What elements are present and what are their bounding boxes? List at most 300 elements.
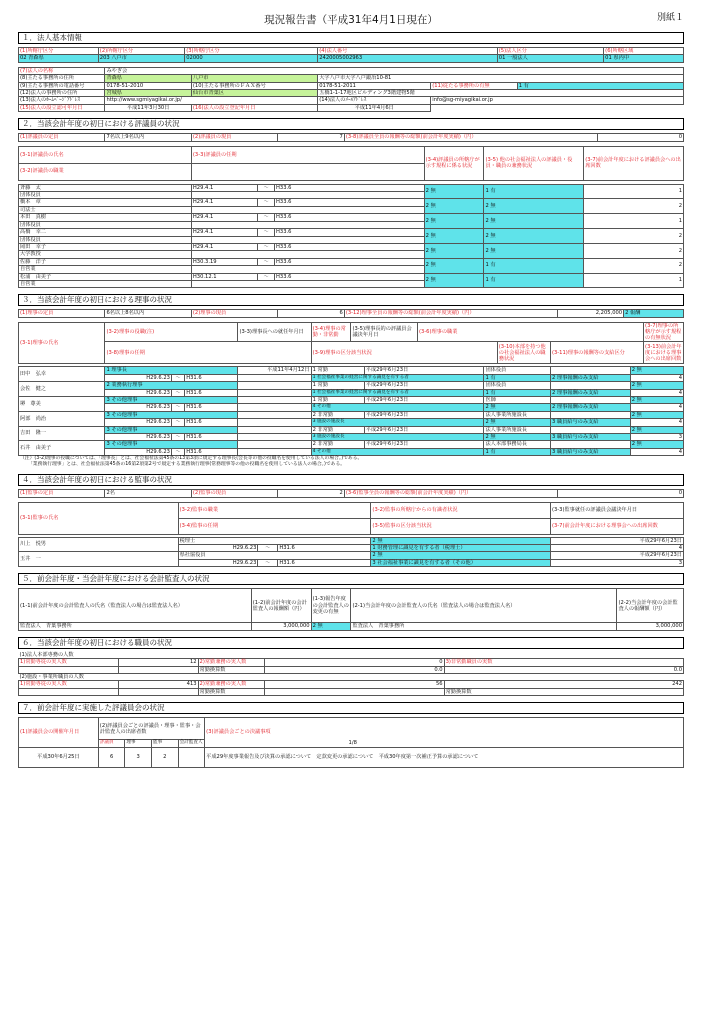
table-cell: 2 [584,199,684,214]
table-cell [238,411,311,418]
table-cell: 2 理事報酬のみ支給 [550,389,630,396]
table-cell: H29.4.1 [191,243,258,250]
value-cell: 2 [151,747,178,767]
value-cell: 平成30年6月25日 [19,747,99,767]
table-cell: 1 [584,273,684,288]
column-header: (3-3)監事就任の評議員会議決年月日 [550,502,683,518]
table-cell: 2 無 [371,537,551,544]
value-cell: 2420005002963 [318,55,498,62]
value-cell: 6 [98,747,125,767]
table-cell: H29.4.1 [191,199,258,206]
staff-block-label: (1)法人本部専務の人数 [19,651,74,658]
table-cell: H31.6 [185,419,238,426]
councillor-summary-table [18,133,684,141]
table-cell: H29.6.23 [105,389,172,396]
table-cell: H29.4.1 [191,229,258,236]
label-cell: (15)法人の設立認可年月日 [19,104,105,111]
table-cell: ～ [171,434,184,441]
table-row [19,426,684,433]
value-cell: 0.0 [444,666,683,673]
section-heading: ４．当該会計年度の初日における監事の状況 [18,474,684,486]
table-cell: 3 職員給与のみ支給 [550,448,630,455]
label-cell: (2)所轄庁区分 [98,48,184,55]
value-cell [205,739,684,767]
table-cell: 2 無 [484,434,551,441]
column-header: (3)評議員会ごとの決議事項 [205,718,684,747]
table-row [19,258,684,265]
table-cell [550,367,630,374]
table-cell: 平成29年6月23日 [364,367,484,374]
label-cell: (1)評議員の定員 [19,134,105,141]
column-header: (3-4)評議員の所轄庁が示す規程に係る状況 [424,146,484,180]
table-cell: 2 無 [424,273,484,288]
value-cell [178,747,205,767]
table-cell: 1 常勤 [311,396,364,403]
value-cell: 203 八戸市 [98,55,184,62]
table-cell: H30.3.19 [191,258,258,265]
column-header: (3-1)理事の氏名 [19,322,105,364]
label-cell: (11)従たる事務所の有無 [431,82,517,89]
table-cell: 平成29年6月23日 [550,552,683,559]
value-cell: 八戸市 [191,75,317,82]
label-cell: (12)法人の事務所の住所 [19,90,105,97]
value-cell: 2 [278,490,345,497]
label-cell: (7)法人の名称 [19,67,105,74]
table-cell: 平成29年6月23日 [550,537,683,544]
table-cell: 団体役員 [19,236,192,243]
table-cell: 吉田 隆一 [19,426,105,441]
value-cell: 242 [444,681,683,688]
label-cell: (14)法人のﾒｰﾙｱﾄﾞﾚｽ [318,97,431,104]
value-cell: 6 [278,310,345,317]
value-cell: 平成11年4月6日 [318,104,431,111]
table-cell: 2 非常勤 [311,441,364,448]
column-header: (3-4)理事の常勤・非常勤 [311,322,351,342]
value-cell: 413 [118,681,198,688]
table-cell: 4 [630,419,683,426]
label-cell: (2)理事の現員 [191,310,277,317]
table-cell: 医師 [484,396,551,403]
table-row [19,537,684,544]
director-summary-table [18,309,684,317]
table-cell: 2 無 [484,419,551,426]
column-header: 監事 [151,740,178,747]
director-note: 「業務執行理事」とは、社会福祉法第45条の16第2項第2号で規定する業務執行理事(常務理事等の他の役職名を使用している法人の場合。)である。 [28,462,346,468]
table-cell: 2 無 [371,552,551,559]
table-cell: 団体役員 [19,221,192,228]
table-cell: 4 その他 [311,448,484,455]
table-cell: 2 無 [484,404,551,411]
table-cell: 3 施設の施設長 [311,419,484,426]
value-cell: 1 有 [517,82,683,89]
table-cell: 2 無 [630,411,683,418]
column-header: (3-1)評議員の氏名 [19,146,192,163]
table-cell [238,448,311,455]
table-cell [191,280,424,287]
label-cell: (2)監事の現員 [191,490,277,497]
table-cell: 2 無 [424,199,484,214]
label-cell: 3)非常勤職員の実数 [444,659,683,666]
value-cell: 0 [597,134,683,141]
table-cell: 1 常勤 [311,382,364,389]
table-cell: 2 無 [424,243,484,258]
table-cell: 2 業務執行理事 [105,382,238,389]
table-cell: 2 無 [630,382,683,389]
table-cell [238,441,311,448]
label-cell: (3-6)監事全員の報酬等の総額(前会計年度実績)（円） [344,490,557,497]
table-cell: H29.6.23 [105,448,172,455]
label-cell: (5)法人区分 [497,48,603,55]
column-header: (3-9)理事の区分該当状況 [311,342,497,364]
value-cell: 大字八戸市大字八戸鍛冶10-81 [318,75,684,82]
table-cell [550,382,630,389]
table-row [19,382,684,389]
column-header: (3-2)監事の職業 [178,502,371,518]
table-cell: 1 理事長 [105,367,238,374]
value-cell: 02000 [185,55,318,62]
table-cell: 堺 尊美 [19,396,105,411]
value-cell: 2,205,000 [557,310,624,317]
table-cell: ～ [258,273,275,280]
staff-block-label: (2)施設・事業所職員の人数 [19,673,84,680]
label-cell: (3-12)理事全員の報酬等の総額(前会計年度実績)（円） [344,310,557,317]
table-cell: H31.6 [185,404,238,411]
table-cell: ～ [258,559,278,566]
table-cell: 大学教授 [19,251,192,258]
table-cell: ～ [258,184,275,191]
auditor-rows [18,537,684,568]
column-header: (3-3)理事長への就任年月日 [238,322,311,342]
value-cell: 7名以上9名以内 [105,134,191,141]
table-cell [238,426,311,433]
corporation-contact-table [18,67,684,112]
value-cell: 0 [557,490,683,497]
auditor-table [18,502,684,535]
column-header: (3-5) 他の社会福祉法人の評議員・役員・職員の兼務状況 [484,146,584,180]
accounting-auditor-table [18,588,684,630]
table-cell: H33.6 [275,199,425,206]
column-header: (3-4)監事の任期 [178,518,371,534]
table-cell: 平成11年4月12日 [238,367,311,374]
table-cell: H31.6 [278,559,371,566]
section-heading: １．法人基本情報 [18,32,684,44]
table-cell [191,192,424,199]
table-cell: H29.4.1 [191,184,258,191]
table-cell: 税理士 [178,537,371,544]
label-cell: 常勤換算数 [444,688,683,695]
value-cell: 2名 [105,490,191,497]
table-cell: 4 [630,389,683,396]
table-row [19,374,684,381]
basic-info-table [18,47,684,63]
table-cell: 3 施設の施設長 [311,434,484,441]
column-header: (2-1)当会計年度の会計監査人の氏名（監査法人の場合は監査法人名） [351,589,617,623]
column-header: (3-3)評議員の任期 [191,146,424,163]
section-heading: ５．前会計年度・当会計年度における会計監査人の状況 [18,573,684,585]
value-cell: 監査法人 青葉事務所 [19,623,252,630]
table-cell: 司法士 [19,206,192,213]
table-row [19,389,684,396]
table-cell [238,404,311,411]
table-cell: 2 無 [424,184,484,199]
value-cell: 3 [125,747,152,767]
value-cell: 仙台市青葉区 [191,90,317,97]
table-cell: 4 [550,545,683,552]
table-cell: 川上 悦男 [19,537,179,552]
table-row [19,404,684,411]
table-cell: 4 [630,448,683,455]
table-cell: 1 社会福祉事業の経営に関する識見を有する者 [311,374,484,381]
value-cell: 12 [118,659,198,666]
annex-label: 別紙１ [656,13,684,23]
column-header: (1-2)前会計年度の会計監査人の報酬額（円） [251,589,311,623]
section-heading: ３．当該会計年度の初日における理事の状況 [18,294,684,306]
table-cell: 平成29年6月23日 [364,396,484,403]
label-cell: (1)所轄庁区分 [19,48,99,55]
table-cell [191,266,424,273]
table-row [19,199,684,206]
table-cell: 2 無 [630,367,683,374]
column-header: (3-6)理事の職業 [417,322,643,342]
table-cell: 4 [630,404,683,411]
table-cell: 自営業 [19,266,192,273]
table-cell: ～ [171,419,184,426]
table-cell: H33.6 [275,243,425,250]
value-cell: 6名以上8名以内 [105,310,191,317]
table-cell: ～ [258,214,275,221]
label-cell: (8)主たる事務所の住所 [19,75,105,82]
table-cell: 団体役員 [19,192,192,199]
table-cell: 1 有 [484,258,584,273]
table-cell: H29.6.23 [105,434,172,441]
table-cell: 2 無 [484,214,584,229]
column-header: (1-1)前会計年度の会計監査人の氏名（監査法人の場合は監査法人名） [19,589,252,623]
table-cell: 2 無 [484,199,584,214]
table-cell: 2 無 [424,214,484,229]
table-cell: 平成29年6月23日 [364,411,484,418]
table-cell: 2 無 [484,243,584,258]
label-cell: 1)常勤専従の実人数 [19,659,119,666]
column-header: (3-11)理事の報酬等の支給区分 [550,342,643,364]
table-cell: 1 有 [484,184,584,199]
value-cell: 0 [265,659,445,666]
auditor-summary-table [18,489,684,497]
column-header: (2)評議員会ごとの評議員・理事・監事・会計監査人の出席者数 [98,718,204,740]
table-cell: 1 常勤 [311,367,364,374]
table-cell: ～ [171,448,184,455]
table-cell: H33.6 [275,214,425,221]
column-header: (3-8)理事の任期 [105,342,311,364]
table-cell: H29.6.23 [178,545,258,552]
table-row [19,243,684,250]
value-cell: 2 報酬 [624,310,684,317]
table-cell: ～ [258,258,275,265]
councillor-rows [18,184,684,289]
director-rows [18,366,684,456]
value-cell: 青森県 [105,75,191,82]
value-cell: 0178-51-2010 [105,82,191,89]
table-cell: 佐藤 洋子 [19,258,192,265]
table-cell [238,382,311,389]
table-cell: 1 財務管理に識見を有する者（税理士） [371,545,551,552]
table-cell: 団体役員 [484,367,551,374]
table-cell: H29.6.23 [178,559,258,566]
table-cell [191,251,424,258]
table-cell [191,206,424,213]
table-cell: ～ [258,199,275,206]
label-cell: (1)監事の定員 [19,490,105,497]
column-header: 評議員 [98,740,125,747]
table-cell: H29.6.23 [105,404,172,411]
table-cell: H31.6 [185,389,238,396]
table-cell: 2 無 [630,396,683,403]
column-header: (3-7)前会計年度における評議員会への出席回数 [584,146,684,180]
value-cell: 五橋1-1-17地区ビルディング3階建物5階 [318,90,684,97]
table-row [19,273,684,280]
table-cell: 橋本 章 [19,199,192,206]
table-cell: 平成29年6月23日 [364,382,484,389]
table-cell: 田中 弘幸 [19,367,105,382]
table-cell: 3 [550,559,683,566]
value-cell: 監査法人 青葉事務所 [351,623,617,630]
table-cell: H33.6 [275,258,425,265]
table-row [19,367,684,374]
column-header: (3-13)前会計年度における理事会への出席回数 [645,343,682,362]
table-cell [238,419,311,426]
table-cell: 高橋 幸二 [19,229,192,236]
table-cell: 1 有 [484,448,551,455]
column-header: 理事 [125,740,152,747]
table-cell: 2 無 [484,229,584,244]
table-cell: H29.6.23 [105,374,172,381]
table-cell [238,389,311,396]
value-cell: 宮城県 [105,90,191,97]
table-cell: 松浦 由美子 [19,273,192,280]
table-cell: 3 その他理事 [105,396,238,403]
resolution-text: 平成29年度事業報告及び決算の承認について 定款変更の承認について 平成30年度第一次補正予算の承認について [206,753,479,760]
table-cell [238,434,311,441]
label-cell: 2)常勤兼務の実人数 [198,681,265,688]
councillor-table [18,146,684,181]
label-cell: (3)所轄庁区分 [185,48,318,55]
value-cell: info@sg-miyagikai.or.jp [431,97,684,104]
table-cell: 2 [584,229,684,244]
table-cell [550,441,630,448]
value-cell: 7 [278,134,345,141]
table-cell: 3 社会福祉事業に識見を有する者（その他） [371,559,551,566]
label-cell: (1)理事の定員 [19,310,105,317]
column-header: (3-7)前会計年度における理事会への出席回数 [550,518,683,534]
table-cell: 3 [630,434,683,441]
report-sheet [18,8,684,768]
table-cell: 3 その他理事 [105,441,238,448]
table-cell: 阿部 尚治 [19,411,105,426]
table-cell: 平成29年6月23日 [364,441,484,448]
table-row [19,411,684,418]
table-cell: 1 [584,214,684,229]
table-cell: 団体役員 [484,382,551,389]
table-row [19,552,684,559]
value-cell: 3,000,000 [617,623,684,630]
column-header: 会計監査人 [178,740,205,747]
label-cell: (6)所轄区域 [604,48,684,55]
table-cell [238,396,311,403]
table-row [19,448,684,455]
table-cell: 2 無 [424,258,484,273]
column-header: (1)評議員会の開催年月日 [19,718,99,747]
table-row [19,229,684,236]
value-cell: 0178-51-2011 [318,82,431,89]
column-header: (3-2)評議員の職業 [19,163,192,180]
table-cell: H31.6 [185,434,238,441]
column-header: (1-3)報告年度の会計監査人の変更の有無 [311,589,351,623]
table-cell: 岡田 幸子 [19,243,192,250]
column-header: (3-7)理事の所轄庁が示す規程の有無状況 [644,322,684,342]
table-cell [550,411,630,418]
label-cell: 常勤換算数 [198,688,265,695]
table-cell: H31.6 [185,448,238,455]
table-row [19,434,684,441]
label-cell: 常勤換算数 [198,666,265,673]
table-cell: 斉藤 太 [19,184,192,191]
value-cell: 02 青森県 [19,55,99,62]
table-cell: 1 [584,184,684,199]
table-cell: 玉井 一 [19,552,179,567]
column-header: (3-2)監事の所轄庁からの有識者状況 [371,502,551,518]
label-cell: (4)法人番号 [318,48,498,55]
table-cell: 2 [584,243,684,258]
table-cell: H29.6.23 [105,419,172,426]
table-cell: ～ [258,229,275,236]
label-cell: (9)主たる事務所の電話番号 [19,82,105,89]
table-cell: 平成29年6月23日 [364,426,484,433]
table-cell: 法人本部事務局長 [484,441,551,448]
column-header: (3-5)監事の区分該当状況 [371,518,551,534]
table-cell: H29.4.1 [191,214,258,221]
value-cell: 56 [265,681,445,688]
section-heading: ６．当該会計年度の初日における職員の状況 [18,637,684,649]
table-cell [550,396,630,403]
table-cell: 1 有 [484,389,551,396]
table-cell: 2 無 [424,229,484,244]
table-cell: 2 無 [630,426,683,433]
table-cell: 自営業 [19,280,192,287]
value-cell: 0.0 [265,666,445,673]
table-cell: 2 非常勤 [311,411,364,418]
value-cell: 01 一般法人 [497,55,603,62]
table-cell: H33.6 [275,273,425,280]
table-row [19,214,684,221]
label-cell: (13)法人のﾎｰﾑﾍﾟｰｼﾞｱﾄﾞﾚｽ [19,97,105,104]
value-cell: http://www.sgmiyagikai.or.jp/ [105,97,318,104]
table-cell: 2 [584,258,684,273]
table-cell: 本田 真樹 [19,214,192,221]
table-cell: ～ [171,404,184,411]
table-cell: 1 有 [484,273,584,288]
table-cell: 県社協役員 [178,552,371,559]
table-cell: 法人事業所施設長 [484,426,551,433]
page-title: 現況報告書（平成31年4月1日現在） [264,14,438,26]
table-cell: 2 理事報酬のみ支給 [550,404,630,411]
corporation-name: みやぎ会 [105,67,684,74]
table-cell: 3 職員給与のみ支給 [550,419,630,426]
column-header: (2-2)当会計年度の会計監査人の報酬額（円） [617,589,684,623]
table-cell: 1 社会福祉事業の経営に関する識見を有する者 [311,389,484,396]
table-cell [238,374,311,381]
label-cell: 2)常勤兼務の実人数 [198,659,265,666]
label-cell: 1)常勤専従の実人数 [19,681,119,688]
section-heading: ７．前会計年度に実施した評議員会の状況 [18,702,684,714]
